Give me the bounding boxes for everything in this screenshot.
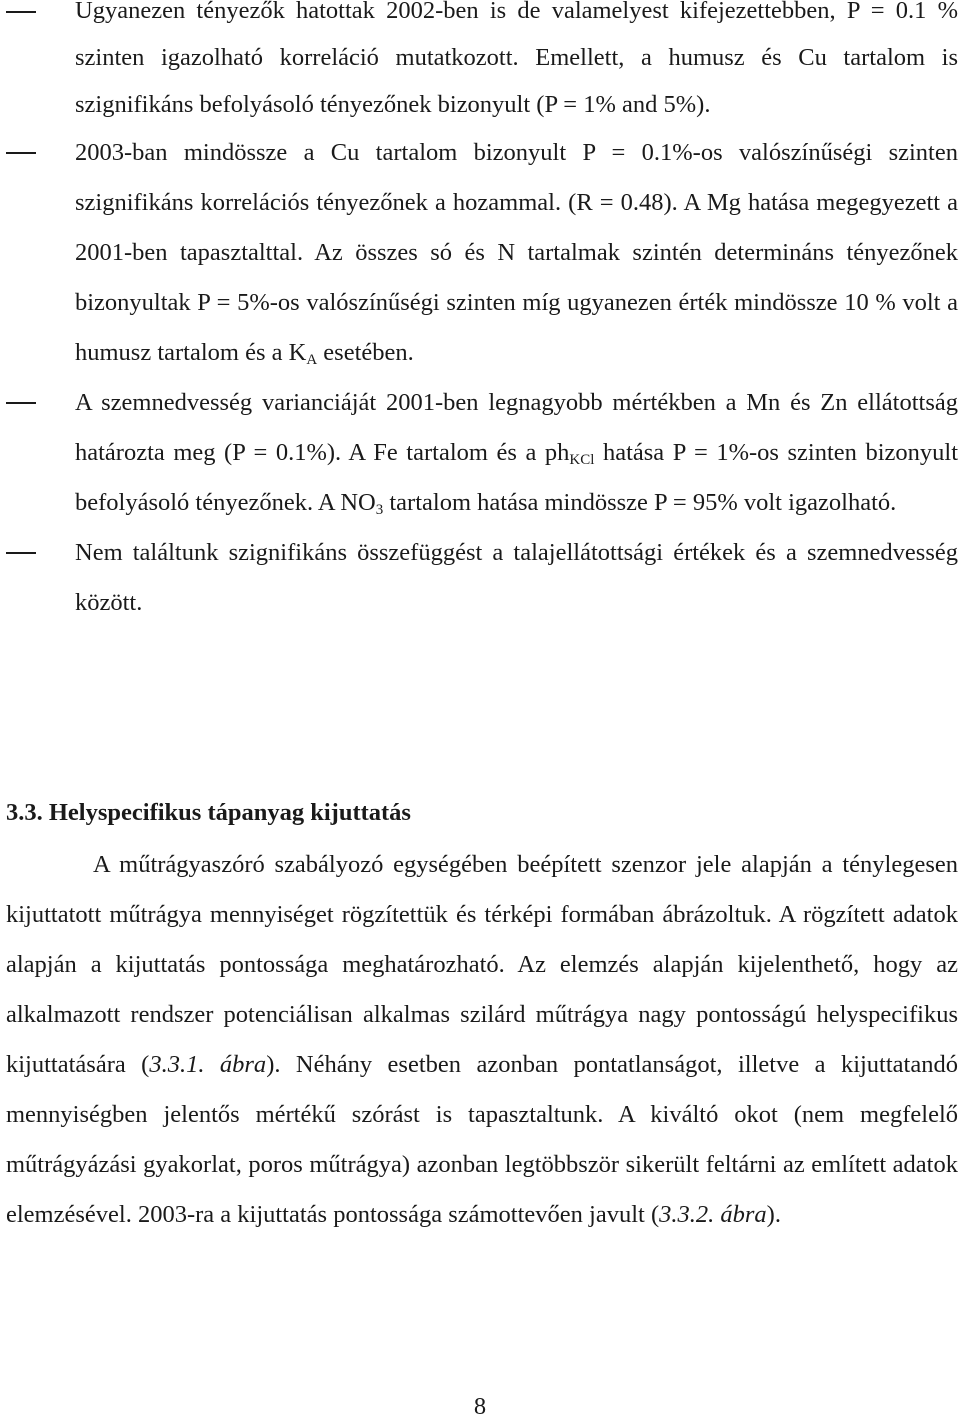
- dash-bullet-icon: [6, 11, 36, 13]
- bullet-item: [0, 378, 960, 528]
- bullet-text: hatása P = 1%-os szinten bizonyult befolyásoló tényezőnek. A NO: [75, 439, 959, 516]
- bullet-text: Nem találtunk szignifikáns összefüggést a talajellátottsági értékek és a szemnedvesség között.: [75, 539, 958, 616]
- bullet-text: 2003-ban mindössze a Cu tartalom bizonyult P = 0.1%-os valószínűségi szinten szignifikáns korrelációs tényezőnek a hozammal. (R = 0.48). A Mg hatása megegyezett a 2001-ben tapasztalttal. Az összes só és N tartalmak szintén determináns tényezőnek bizonyultak P = 5%-os valószínűségi szinten míg ugyanezen érték mindössze 10 % volt a humusz tartalom és a K: [75, 139, 958, 366]
- body-paragraph: [6, 840, 958, 1240]
- section-number: 3.3.: [6, 799, 43, 826]
- subscript: 3: [375, 502, 384, 518]
- bullet-text: A szemnedvesség varianciáját 2001-ben legnagyobb mértékben a Mn és Zn ellátottság határozta meg (P = 0.1%). A Fe tartalom és a ph: [75, 389, 958, 466]
- paragraph-text: ). Néhány esetben azonban pontatlanságot, illetve a kijuttatandó mennyiségben jelentős mértékű szórást is tapasztaltunk. A kiváltó okot (nem megfelelő műtrágyázási gyakorlat, poros műtrágya) azonban legtöbbször sikerült feltárni az említett adatok elemzésével. 2003-ra a kijuttatás pontossága számottevően javult (: [6, 1051, 958, 1228]
- bullet-list: [0, 0, 960, 628]
- dash-bullet-icon: [6, 402, 36, 404]
- bullet-text: Ugyanezen tényezők hatottak 2002-ben is de valamelyest kifejezettebben, P = 0.1 % szinten igazolható korreláció mutatkozott. Emellett, a humusz és Cu tartalom is szignifikáns befolyásoló tényezőnek bizonyult (P = 1% and 5%).: [75, 0, 958, 118]
- dash-bullet-icon: [6, 152, 36, 154]
- subscript: KCl: [569, 452, 595, 468]
- bullet-text: tartalom hatása mindössze P = 95% volt igazolható.: [383, 489, 897, 516]
- page-number: 8: [473, 1393, 487, 1420]
- subscript: A: [306, 352, 318, 368]
- figure-reference: 3.3.2. ábra: [659, 1201, 767, 1228]
- section-heading: [6, 799, 411, 827]
- paragraph-text: A műtrágyaszóró szabályozó egységében beépített szenzor jele alapján a ténylegesen kijuttatott műtrágya mennyiséget rögzítettük és térképi formában ábrázoltuk. A rögzített adatok alapján a kijuttatás pontossága meghatározható. Az elemzés alapján kijelenthető, hogy az alkalmazott rendszer potenciálisan alkalmas szilárd műtrágya nagy pontosságú helyspecifikus kijuttatására (: [6, 851, 958, 1078]
- paragraph-text: ).: [766, 1201, 781, 1228]
- dash-bullet-icon: [6, 552, 36, 554]
- bullet-item: [0, 528, 960, 628]
- bullet-item: [0, 128, 960, 378]
- bullet-text: esetében.: [317, 339, 414, 366]
- section-title: Helyspecifikus tápanyag kijuttatás: [48, 799, 411, 826]
- figure-reference: 3.3.1. ábra: [149, 1051, 267, 1078]
- bullet-item: [0, 0, 960, 128]
